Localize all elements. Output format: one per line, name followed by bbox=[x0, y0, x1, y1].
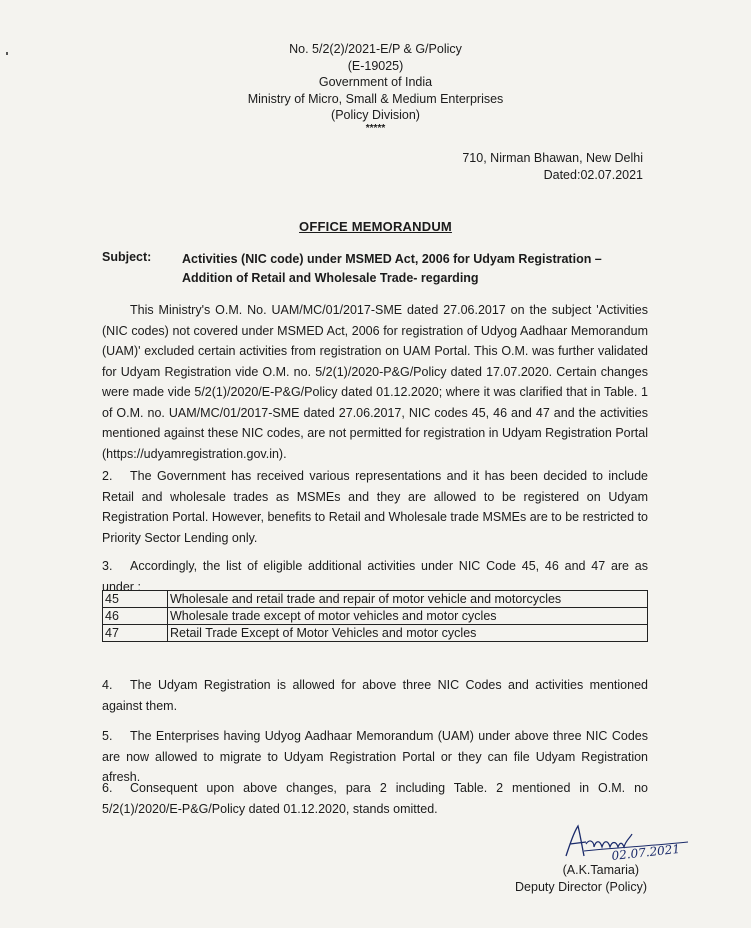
svg-text:02.07.2021: 02.07.2021 bbox=[610, 841, 681, 863]
nic-code-cell: 46 bbox=[103, 608, 168, 625]
paragraph-1: This Ministry's O.M. No. UAM/MC/01/2017-SME dated 27.06.2017 on the subject 'Activities (NIC codes) not covered under MSMED Act, 2006 for registration of Udyog Aadhaar Memorandum (UAM)' excluded certain activities from registration on UAM Portal. This O.M. was further validated for Udyam Registration vide O.M. no. 5/2(1)/2020-P&G/Policy dated 17.07.2020. Certain changes were made vide 5/2(1)/2020/E-P&G/Policy dated 01.12.2020; where it was clarified that in Table. 1 of O.M. no. UAM/MC/01/2017-SME dated 27.06.2017, NIC codes 45, 46 and 47 and the activities mentioned against these NIC codes, are not permitted for registration in Udyam Registration Portal (https://udyamregistration.gov.in). bbox=[102, 303, 648, 461]
memo-date: Dated:02.07.2021 bbox=[543, 168, 643, 182]
activity-cell: Wholesale and retail trade and repair of motor vehicle and motorcycles bbox=[168, 591, 648, 608]
nic-code-cell: 45 bbox=[103, 591, 168, 608]
paragraph-4 bbox=[102, 675, 648, 716]
paragraph-number: 5. bbox=[102, 729, 113, 743]
government-name: Government of India bbox=[318, 75, 433, 89]
file-number: No. 5/2(2)/2021-E/P & G/Policy bbox=[289, 42, 462, 56]
division-name: (Policy Division) bbox=[331, 108, 420, 122]
paragraph-number: 4. bbox=[102, 678, 113, 692]
table-row bbox=[103, 591, 648, 608]
letterhead bbox=[0, 41, 751, 134]
subject-text: Activities (NIC code) under MSMED Act, 2006 for Udyam Registration –Addition of Retail and Wholesale Trade- regarding bbox=[182, 252, 602, 285]
paragraph-text: The Udyam Registration is allowed for above three NIC Codes and activities mentioned against them. bbox=[102, 678, 648, 713]
table-row bbox=[103, 608, 648, 625]
paragraph-text: The Enterprises having Udyog Aadhaar Memorandum (UAM) under above three NIC Codes are now allowed to migrate to Udyam Registration Portal or they can file Udyam Registration afresh. bbox=[102, 729, 648, 784]
table-row bbox=[103, 625, 648, 642]
activity-cell: Wholesale trade except of motor vehicles and motor cycles bbox=[168, 608, 648, 625]
paragraph-text: Accordingly, the list of eligible additional activities under NIC Code 45, 46 and 47 are as under : bbox=[102, 559, 648, 594]
paragraph-6 bbox=[102, 778, 648, 819]
activity-cell: Retail Trade Except of Motor Vehicles and motor cycles bbox=[168, 625, 648, 642]
paragraph-number: 3. bbox=[102, 559, 113, 573]
address-block bbox=[462, 150, 643, 184]
paragraph-number: 2. bbox=[102, 469, 113, 483]
signatory-block bbox=[515, 862, 647, 896]
nic-code-table bbox=[102, 590, 648, 642]
ministry-name: Ministry of Micro, Small & Medium Enterprises bbox=[247, 91, 504, 106]
subject-label: Subject: bbox=[102, 250, 152, 264]
paragraph-number: 6. bbox=[102, 781, 113, 795]
handwritten-signature bbox=[560, 820, 710, 864]
signatory-designation: Deputy Director (Policy) bbox=[515, 880, 647, 894]
separator-stars: ***** bbox=[365, 122, 386, 134]
e-number: (E-19025) bbox=[347, 58, 404, 73]
memo-title: OFFICE MEMORANDUM bbox=[299, 219, 452, 234]
office-address: 710, Nirman Bhawan, New Delhi bbox=[462, 151, 643, 165]
paragraph-2 bbox=[102, 466, 648, 548]
signatory-name: (A.K.Tamaria) bbox=[562, 863, 639, 877]
nic-code-cell: 47 bbox=[103, 625, 168, 642]
paragraph-text: Consequent upon above changes, para 2 including Table. 2 mentioned in O.M. no 5/2(1)/2020/E-P&G/Policy dated 01.12.2020, stands omitted. bbox=[102, 781, 648, 816]
paragraph-text: The Government has received various representations and it has been decided to include Retail and wholesale trades as MSMEs and they are allowed to be registered on Udyam Registration Portal. However, benefits to Retail and Wholesale trade MSMEs are to be restricted to Priority Sector Lending only. bbox=[102, 469, 648, 545]
